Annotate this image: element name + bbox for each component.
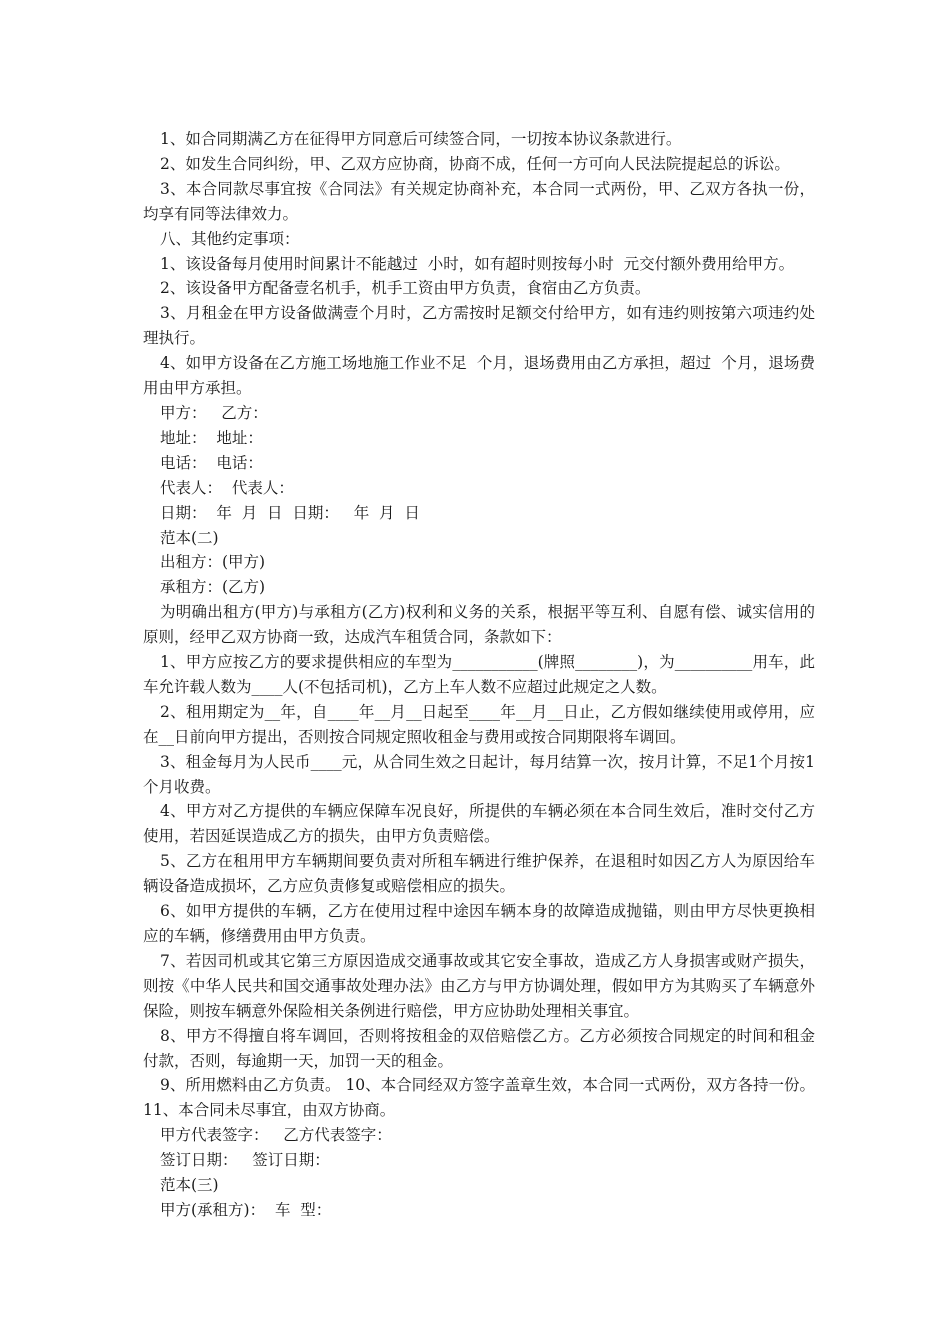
signature-parties: 甲方： 乙方： (160, 403, 268, 422)
clause-operator: 2、该设备甲方配备壹名机手，机手工资由甲方负责，食宿由乙方负责。 (160, 279, 651, 298)
document-body (143, 127, 820, 1223)
template-heading-2: 范本(二) (160, 528, 219, 547)
preamble: 为明确出租方(甲方)与承租方(乙方)权利和义务的关系，根据平等互利、自愿有偿、诚实信用的原则，经甲乙双方协商一致，达成汽车租赁合同，条款如下： (143, 603, 815, 647)
signature-date: 日期： 年 月 日 日期： 年 月 日 (160, 503, 420, 522)
signature-representative: 代表人： 代表人： (160, 478, 294, 497)
template-heading-3: 范本(三) (160, 1176, 219, 1195)
clause-dispute: 2、如发生合同纠纷，甲、乙双方应协商，协商不成，任何一方可向人民法院提起总的诉讼。 (160, 154, 790, 173)
clause-rent: 3、租金每月为人民币____元，从合同生效之日起计，每月结算一次，按月计算，不足1个月按1个月收费。 (143, 752, 815, 796)
clause-fuel-effect: 9、所用燃料由乙方负责。 10、本合同经双方签字盖章生效，本合同一式两份，双方各持一份。 11、本合同未尽事宜，由双方协商。 (143, 1076, 820, 1120)
section-heading-other-terms: 八、其他约定事项： (160, 229, 300, 248)
clause-exit-fee: 4、如甲方设备在乙方施工场地施工作业不足 个月，退场费用由乙方承担，超过 个月，退场费用由甲方承担。 (143, 354, 815, 398)
signature-address: 地址： 地址： (160, 428, 263, 447)
clause-accident: 7、若因司机或其它第三方原因造成交通事故或其它安全事故，造成乙方人身损害或财产损失，则按《中华人民共和国交通事故处理办法》由乙方与甲方协调处理，假如甲方为其购买了车辆意外保险，则按车辆意外保险相关条例进行赔偿，甲方应协助处理相关事宜。 (143, 951, 815, 1020)
clause-renewal: 1、如合同期满乙方在征得甲方同意后可续签合同，一切按本协议条款进行。 (160, 130, 682, 148)
lessee-line: 承租方：(乙方) (160, 578, 266, 597)
clause-recall: 8、甲方不得擅自将车调回，否则将按租金的双倍赔偿乙方。乙方必须按合同规定的时间和租金付款，否则，每逾期一天，加罚一天的租金。 (143, 1026, 815, 1070)
clause-maintenance: 5、乙方在租用甲方车辆期间要负责对所租车辆进行维护保养，在退租时如因乙方人为原因给车辆设备造成损坏，乙方应负责修复或赔偿相应的损失。 (143, 852, 815, 896)
signature-representatives: 甲方代表签字： 乙方代表签字： (160, 1126, 392, 1145)
clause-condition: 4、甲方对乙方提供的车辆应保障车况良好，所提供的车辆必须在本合同生效后，准时交付乙方使用，若因延误造成乙方的损失，由甲方负责赔偿。 (143, 802, 815, 846)
clause-vehicle: 1、甲方应按乙方的要求提供相应的车型为___________(牌照________)，为__________用车，此车允许载人数为____人(不包括司机)，乙方上车人数不应超过此规定之人数。 (143, 653, 815, 696)
clause-usage-hours: 1、该设备每月使用时间累计不能越过 小时，如有超时则按每小时 元交付额外费用给甲方。 (160, 254, 795, 273)
signature-sign-date: 签订日期： 签订日期： (160, 1151, 330, 1170)
signature-phone: 电话： 电话： (160, 453, 263, 472)
clause-term: 2、租用期定为__年，自____年__月__日起至____年__月__日止，乙方假如继续使用或停用，应在__日前向甲方提出，否则按合同规定照收租金与费用或按合同期限将车调回。 (143, 702, 815, 746)
clause-monthly-rent: 3、月租金在甲方设备做满壹个月时，乙方需按时足额交付给甲方，如有违约则按第六项违约处理执行。 (143, 304, 815, 348)
clause-supplement: 3、本合同款尽事宜按《合同法》有关规定协商补充，本合同一式两份，甲、乙双方各执一份，均享有同等法律效力。 (143, 179, 815, 223)
clause-breakdown: 6、如甲方提供的车辆，乙方在使用过程中途因车辆本身的故障造成抛锚，则由甲方尽快更换相应的车辆，修缮费用由甲方负责。 (143, 902, 815, 945)
lessee-vehicle-line: 甲方(承租方)： 车 型： (160, 1200, 332, 1219)
lessor-line: 出租方：(甲方) (160, 553, 266, 572)
